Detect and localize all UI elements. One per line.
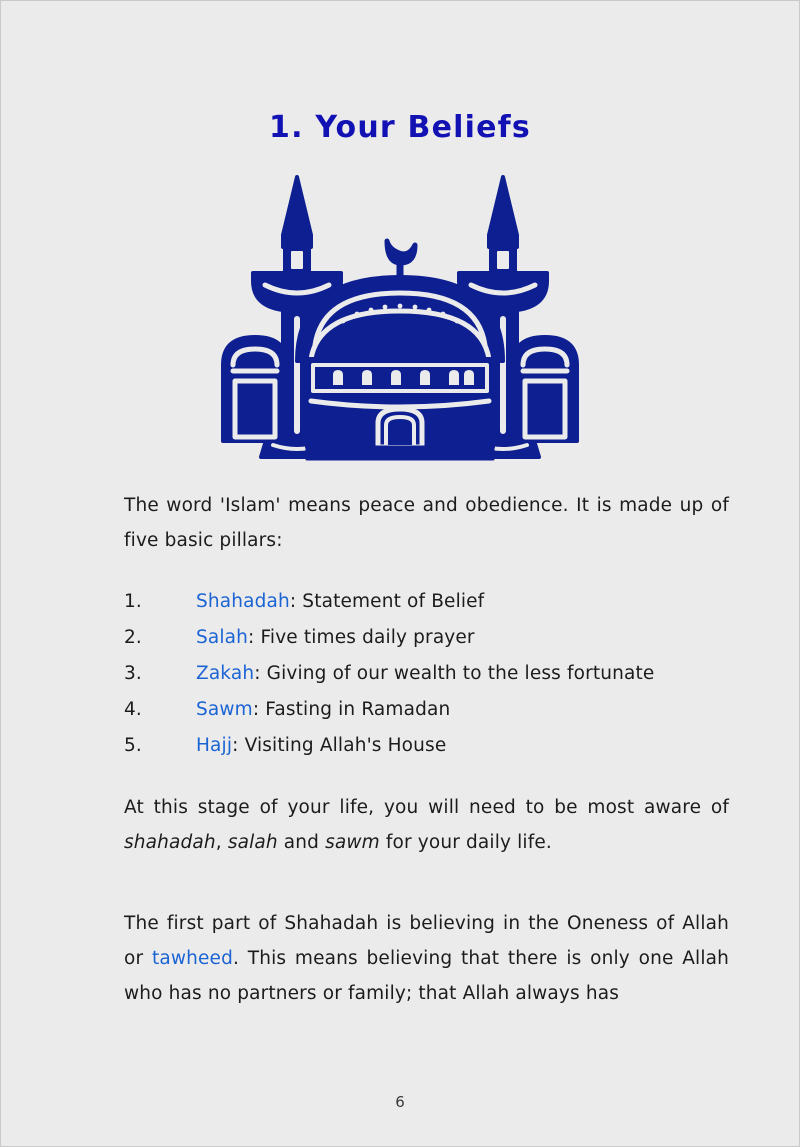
page-title: 1. Your Beliefs bbox=[269, 110, 531, 145]
spacer bbox=[124, 860, 729, 906]
list-item-text bbox=[196, 584, 729, 620]
paragraph-two-italic-shahadah: shahadah bbox=[124, 832, 216, 853]
paragraph-three bbox=[124, 906, 729, 1011]
paragraph-two-part2: , bbox=[215, 832, 228, 853]
paragraph-two-italic-sawm: sawm bbox=[325, 832, 380, 853]
paragraph-two-part4: for your daily life. bbox=[379, 832, 552, 853]
list-item-text bbox=[196, 620, 729, 656]
pillar-definition: Giving of our wealth to the less fortunate bbox=[266, 663, 655, 684]
pillar-term: Zakah bbox=[196, 663, 255, 684]
list-item bbox=[124, 620, 729, 656]
list-item-number: 4. bbox=[124, 699, 142, 720]
pillar-definition: Five times daily prayer bbox=[260, 627, 475, 648]
pillar-separator: : bbox=[254, 663, 267, 684]
list-item-number: 5. bbox=[124, 735, 142, 756]
page-number: 6 bbox=[395, 1093, 405, 1111]
list-item bbox=[124, 584, 729, 620]
pillar-separator: : bbox=[232, 735, 245, 756]
pillar-term: Shahadah bbox=[196, 591, 290, 612]
list-item-number: 2. bbox=[124, 627, 142, 648]
list-item bbox=[124, 656, 729, 692]
body-content bbox=[124, 488, 729, 1011]
pillar-separator: : bbox=[252, 699, 266, 720]
pillars-list bbox=[124, 584, 729, 764]
pillar-separator: : bbox=[248, 627, 261, 648]
pillar-separator: : bbox=[289, 591, 303, 612]
pillar-term: Salah bbox=[196, 627, 249, 648]
paragraph-three-part2: . This means believing that there is only one Allah who has no partners or family; that Allah always has bbox=[124, 948, 729, 1004]
mosque-illustration-svg bbox=[215, 169, 585, 469]
paragraph-two-part3: and bbox=[277, 832, 326, 853]
pillar-term: Sawm bbox=[196, 699, 253, 720]
intro-paragraph: The word 'Islam' means peace and obedience. It is made up of five basic pillars: bbox=[124, 495, 729, 551]
pillar-definition: Fasting in Ramadan bbox=[265, 699, 451, 720]
paragraph-two-italic-salah: salah bbox=[227, 832, 278, 853]
list-item-number: 1. bbox=[124, 591, 142, 612]
paragraph-two bbox=[124, 790, 729, 860]
spacer bbox=[124, 764, 729, 790]
pillar-term: Hajj bbox=[196, 735, 233, 756]
list-item-text bbox=[196, 728, 729, 764]
pillar-definition: Statement of Belief bbox=[302, 591, 485, 612]
mosque-illustration bbox=[1, 169, 799, 469]
list-item bbox=[124, 728, 729, 764]
tawheed-term: tawheed bbox=[151, 948, 233, 969]
list-item-text bbox=[196, 656, 729, 692]
list-item-number: 3. bbox=[124, 663, 142, 684]
spacer bbox=[124, 558, 729, 584]
list-item-text bbox=[196, 692, 729, 728]
paragraph-three-part1: The first part of Shahadah is believing in the Oneness of Allah or bbox=[124, 913, 729, 969]
list-item bbox=[124, 692, 729, 728]
paragraph-two-part1: At this stage of your life, you will need to be most aware of bbox=[124, 797, 729, 818]
pillar-definition: Visiting Allah's House bbox=[244, 735, 447, 756]
